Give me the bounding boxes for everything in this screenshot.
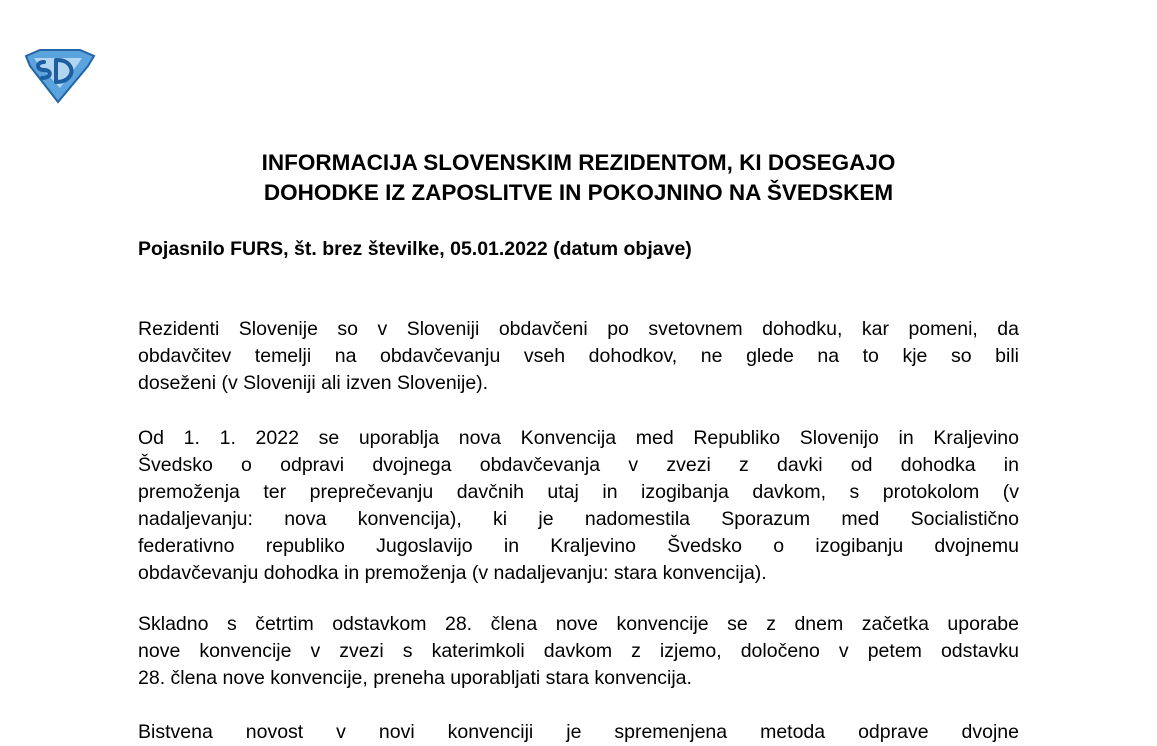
paragraph-line: nove konvencije v zvezi s katerimkoli davkom z izjemo, določeno v petem odstavku <box>138 640 1019 662</box>
fu-logo <box>22 48 96 104</box>
paragraph-1 <box>138 316 1019 397</box>
document-subtitle: Pojasnilo FURS, št. brez številke, 05.01.2022 (datum objave) <box>138 238 692 260</box>
paragraph-3 <box>138 611 1019 692</box>
paragraph-line: Skladno s četrtim odstavkom 28. člena nove konvencije se z dnem začetka uporabe <box>138 613 1019 635</box>
paragraph-line: Bistvena novost v novi konvenciji je spremenjena metoda odprave dvojne <box>138 721 1019 743</box>
paragraph-line: obdavčevanju dohodka in premoženja (v nadaljevanju: stara konvencija). <box>138 562 767 584</box>
paragraph-line: federativno republiko Jugoslavijo in Kraljevino Švedsko o izogibanju dvojnemu <box>138 535 1019 557</box>
document-title <box>0 148 1157 208</box>
paragraph-line: premoženja ter preprečevanju davčnih utaj in izogibanja davkom, s protokolom (v <box>138 481 1019 503</box>
paragraph-line: Rezidenti Slovenije so v Sloveniji obdavčeni po svetovnem dohodku, kar pomeni, da <box>138 318 1019 340</box>
paragraph-line: obdavčitev temelji na obdavčevanju vseh dohodkov, ne glede na to kje so bili <box>138 345 1019 367</box>
shield-logo-icon <box>22 48 96 104</box>
paragraph-line: 28. člena nove konvencije, preneha uporabljati stara konvencija. <box>138 667 692 689</box>
title-line: DOHODKE IZ ZAPOSLITVE IN POKOJNINO NA ŠVEDSKEM <box>263 180 894 205</box>
paragraph-line: nadaljevanju: nova konvencija), ki je nadomestila Sporazum med Socialistično <box>138 508 1019 530</box>
title-line: INFORMACIJA SLOVENSKIM REZIDENTOM, KI DOSEGAJO <box>261 150 896 175</box>
paragraph-line: doseženi (v Sloveniji ali izven Slovenije). <box>138 372 489 394</box>
paragraph-4 <box>138 719 1019 746</box>
paragraph-2 <box>138 425 1019 587</box>
paragraph-line: Od 1. 1. 2022 se uporablja nova Konvencija med Republiko Slovenijo in Kraljevino <box>138 427 1019 449</box>
paragraph-line: Švedsko o odpravi dvojnega obdavčevanja v zvezi z davki od dohodka in <box>138 454 1019 476</box>
